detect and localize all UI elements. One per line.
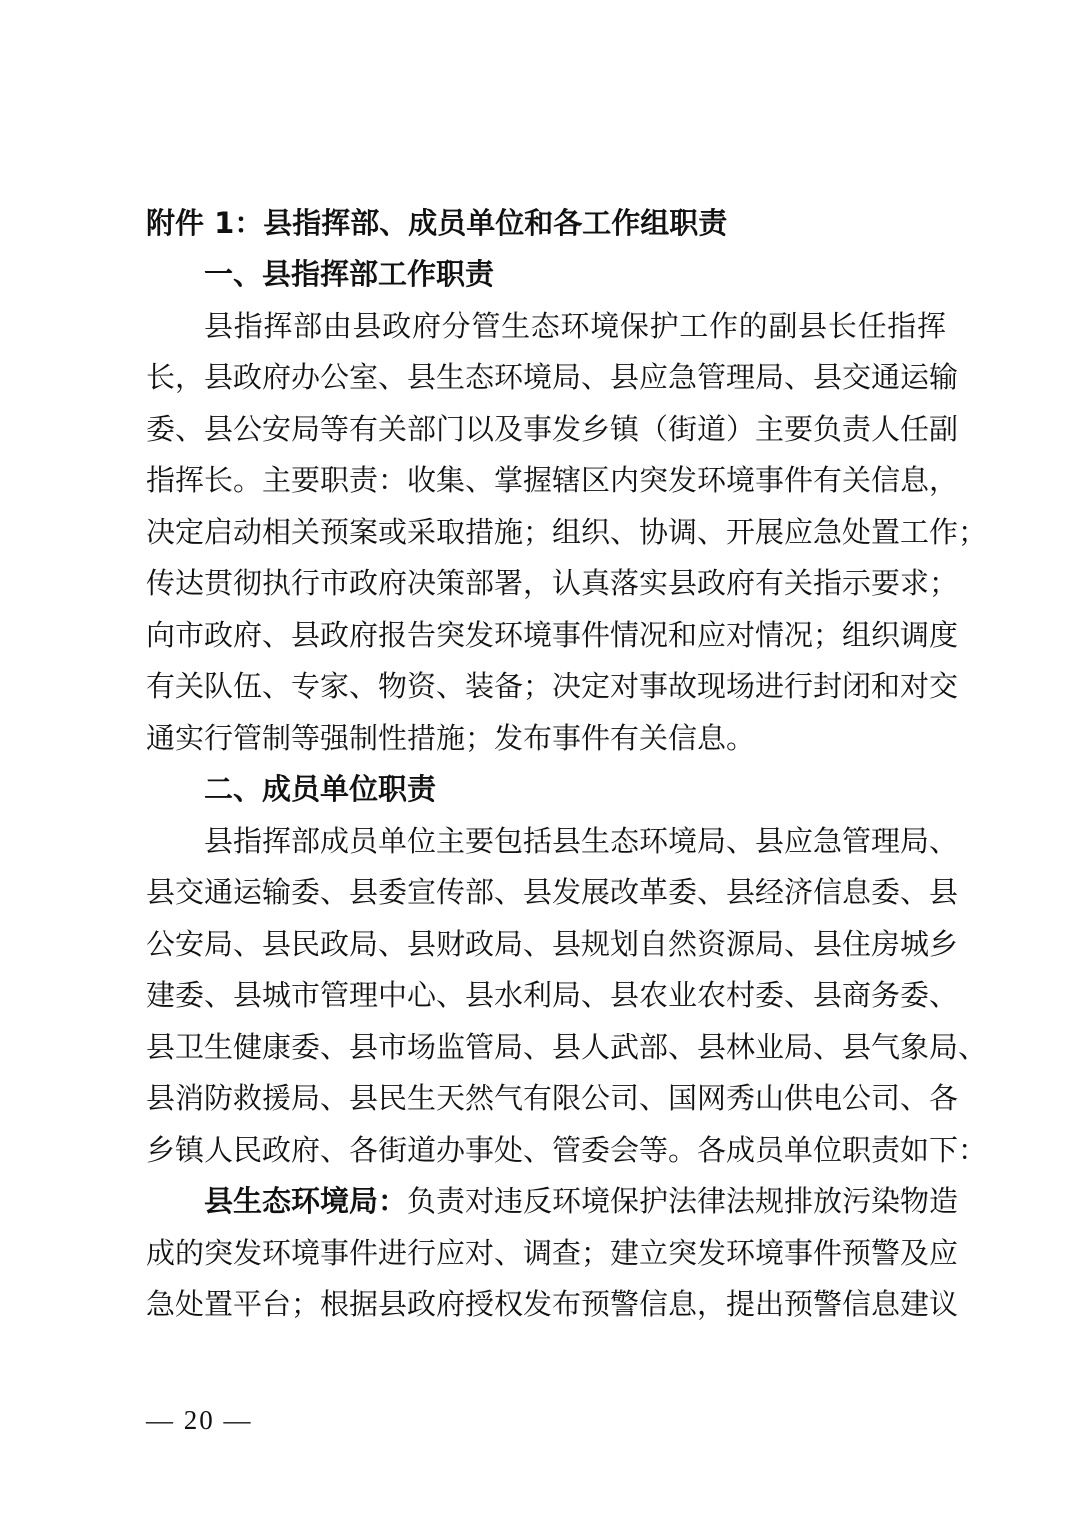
unit-duty-line [204, 1181, 959, 1221]
paragraph-line: 县指挥部由县政府分管生态环境保护工作的副县长任指挥 [204, 309, 946, 343]
paragraph-line: 委、县公安局等有关部门以及事发乡镇（街道）主要负责人任副 [146, 412, 959, 446]
paragraph-line: 县交通运输委、县委宣传部、县发展改革委、县经济信息委、县 [146, 875, 959, 909]
page-number: — 20 — [146, 1405, 253, 1435]
attachment-title: 附件 1：县指挥部、成员单位和各工作组职责 [146, 206, 728, 240]
section-2-heading: 二、成员单位职责 [204, 772, 437, 806]
paragraph-line: 指挥长。主要职责：收集、掌握辖区内突发环境事件有关信息， [146, 463, 959, 497]
paragraph-line: 决定启动相关预案或采取措施；组织、协调、开展应急处置工作； [146, 515, 988, 549]
paragraph-line: 公安局、县民政局、县财政局、县规划自然资源局、县住房城乡 [146, 927, 959, 961]
paragraph-line: 传达贯彻执行市政府决策部署，认真落实县政府有关指示要求； [146, 566, 959, 600]
paragraph-line: 有关队伍、专家、物资、装备；决定对事故现场进行封闭和对交 [146, 669, 959, 703]
paragraph-line: 建委、县城市管理中心、县水利局、县农业农村委、县商务委、 [146, 978, 959, 1012]
paragraph-line: 成的突发环境事件进行应对、调查；建立突发环境事件预警及应 [146, 1236, 959, 1270]
paragraph-line: 县卫生健康委、县市场监管局、县人武部、县林业局、县气象局、 [146, 1030, 988, 1064]
paragraph-line: 县消防救援局、县民生天然气有限公司、国网秀山供电公司、各 [146, 1081, 959, 1115]
paragraph-line: 乡镇人民政府、各街道办事处、管委会等。各成员单位职责如下： [146, 1133, 988, 1167]
paragraph-line: 急处置平台；根据县政府授权发布预警信息，提出预警信息建议 [146, 1287, 959, 1321]
paragraph-line: 向市政府、县政府报告突发环境事件情况和应对情况；组织调度 [146, 618, 959, 652]
paragraph-line: 通实行管制等强制性措施；发布事件有关信息。 [146, 721, 756, 755]
unit-name: 县生态环境局： [204, 1184, 408, 1218]
section-1-heading: 一、县指挥部工作职责 [204, 257, 495, 291]
unit-duty-text: 负责对违反环境保护法律法规排放污染物造 [407, 1184, 959, 1218]
paragraph-line: 长，县政府办公室、县生态环境局、县应急管理局、县交通运输 [146, 360, 959, 394]
paragraph-line: 县指挥部成员单位主要包括县生态环境局、县应急管理局、 [204, 824, 959, 858]
